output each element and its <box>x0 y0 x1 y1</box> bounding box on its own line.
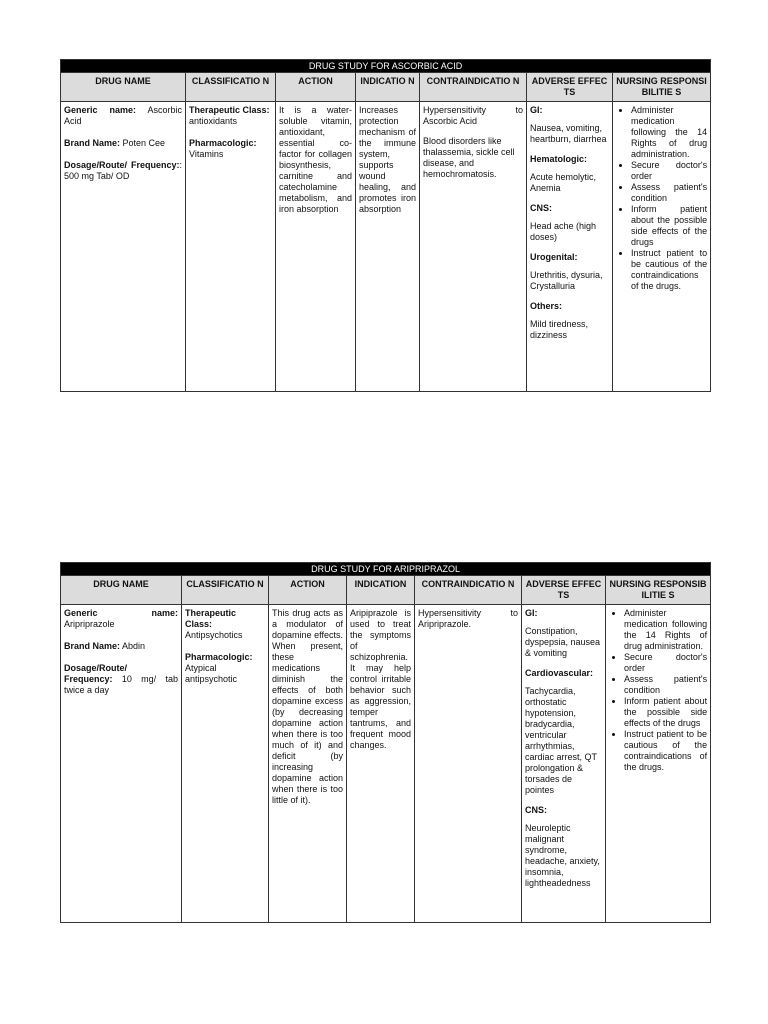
list-item: • Secure doctor's order <box>631 160 707 182</box>
dosage-value: : 500 mg Tab/ OD <box>64 160 182 181</box>
adverse-effects-cell <box>522 605 606 923</box>
generic-label: Generic name: <box>64 608 178 618</box>
adverse-label: Others: <box>530 301 563 311</box>
drug-study-table-ascorbic <box>60 59 711 392</box>
pharmacologic-value: Atypical antipsychotic <box>185 663 238 684</box>
nursing-cell <box>606 605 711 923</box>
list-item: • Assess patient's condition <box>624 674 707 696</box>
adverse-label: Hematologic: <box>530 154 588 164</box>
therapeutic-label: Therapeutic Class: <box>185 608 237 629</box>
brand-label: Brand Name: <box>64 138 121 148</box>
classification-cell <box>182 605 269 923</box>
nursing-list <box>609 608 707 773</box>
header-drug-name: DRUG NAME <box>61 73 186 102</box>
drug-name-cell <box>61 102 186 392</box>
action-cell: It is a water-soluble vitamin, antioxidant, essential co-factor for collagen biosynthesis, carnitine and catecholamine metabolism, and iron absorption <box>276 102 356 392</box>
adverse-value: Head ache (high doses) <box>530 221 597 242</box>
header-indication: INDICATIO N <box>356 73 420 102</box>
drug-name-cell <box>61 605 182 923</box>
adverse-label: GI: <box>525 608 538 618</box>
header-row <box>61 576 711 605</box>
adverse-label: CNS: <box>530 203 552 213</box>
therapeutic-value: antioxidants <box>189 116 238 126</box>
list-item: • Instruct patient to be cautious of the contraindications of the drugs. <box>631 248 707 292</box>
adverse-value: Nausea, vomiting, heartburn, diarrhea <box>530 123 607 144</box>
contraindication-1: Hypersensitivity to Aripriprazole. <box>418 608 518 629</box>
nursing-list <box>616 105 707 292</box>
table-row <box>61 605 711 923</box>
classification-cell <box>186 102 276 392</box>
adverse-value: Constipation, dyspepsia, nausea & vomiting <box>525 626 601 658</box>
header-action: ACTION <box>269 576 347 605</box>
header-contraindication: CONTRAINDICATIO N <box>415 576 522 605</box>
dosage-label: Dosage/Route/ Frequency: <box>64 663 128 684</box>
list-item: • Instruct patient to be cautious of the contraindications of the drugs. <box>624 729 707 773</box>
list-item: • Administer medication following the 14 Rights of drug administration. <box>631 105 707 160</box>
pharmacologic-label: Pharmacologic: <box>185 652 253 662</box>
header-adverse-effects: ADVERSE EFFECTS <box>527 73 613 102</box>
generic-label: Generic name: <box>64 105 136 115</box>
indication-cell: Increases protection mechanism of the immune system, supports wound healing, and promotes iron absorption <box>356 102 420 392</box>
contraindication-1: Hypersensitivity to Ascorbic Acid <box>423 105 523 126</box>
therapeutic-value: Antipsychotics <box>185 630 243 640</box>
generic-value: Ascorbic Acid <box>64 105 182 126</box>
adverse-label: Urogenital: <box>530 252 578 262</box>
header-contraindication: CONTRAINDICATIO N <box>420 73 527 102</box>
adverse-value: Neuroleptic malignant syndrome, headache, anxiety, insomnia, lightheadedness <box>525 823 600 888</box>
drug-study-table-aripriprazol <box>60 562 711 923</box>
table-row <box>61 102 711 392</box>
adverse-value: Tachycardia, orthostatic hypotension, bradycardia, ventricular arrhythmias, cardiac arrest, QT prolongation & torsades de pointes <box>525 686 597 795</box>
list-item: • Assess patient's condition <box>631 182 707 204</box>
dosage-value: 10 mg/ tab twice a day <box>64 674 178 695</box>
pharmacologic-value: Vitamins <box>189 149 224 159</box>
list-item: • Administer medication following the 14 Rights of drug administration. <box>624 608 707 652</box>
adverse-value: Urethritis, dysuria, Crystalluria <box>530 270 603 291</box>
brand-value: Poten Cee <box>122 138 166 148</box>
contraindication-2: Blood disorders like thalassemia, sickle cell disease, and hemochromatosis. <box>423 136 515 179</box>
adverse-label: GI: <box>530 105 543 115</box>
adverse-label: Cardiovascular: <box>525 668 594 678</box>
therapeutic-label: Therapeutic Class: <box>189 105 270 115</box>
adverse-effects-cell <box>527 102 613 392</box>
action-cell: This drug acts as a modulator of dopamine effects. When present, these medications diminish the effects of both dopamine excess (by decreasing dopamine action when there is too much of it) and deficit (by increasing dopamine action when there is too little of it). <box>269 605 347 923</box>
header-adverse-effects: ADVERSE EFFECTS <box>522 576 606 605</box>
list-item: • Secure doctor's order <box>624 652 707 674</box>
indication-cell: Aripiprazole is used to treat the symptoms of schizophrenia. It may help control irritable behavior such as aggression, temper tantrums, and frequent mood changes. <box>347 605 415 923</box>
header-classification: CLASSIFICATIO N <box>186 73 276 102</box>
pharmacologic-label: Pharmacologic: <box>189 138 257 148</box>
list-item: • Inform patient about the possible side effects of the drugs <box>631 204 707 248</box>
table-title: DRUG STUDY FOR ASCORBIC ACID <box>61 60 711 73</box>
generic-value: Aripriprazole <box>64 619 115 629</box>
header-nursing: NURSING RESPONSIBILITIE S <box>613 73 711 102</box>
header-indication: INDICATION <box>347 576 415 605</box>
list-item: • Inform patient about the possible side effects of the drugs <box>624 696 707 729</box>
brand-label: Brand Name: <box>64 641 121 651</box>
adverse-value: Acute hemolytic, Anemia <box>530 172 597 193</box>
adverse-value: Mild tiredness, dizziness <box>530 319 589 340</box>
dosage-label: Dosage/Route/ Frequency: <box>64 160 180 170</box>
header-nursing: NURSING RESPONSIBILITIE S <box>606 576 711 605</box>
header-drug-name: DRUG NAME <box>61 576 182 605</box>
header-action: ACTION <box>276 73 356 102</box>
brand-value: Abdin <box>122 641 146 651</box>
table-title: DRUG STUDY FOR ARIPRIPRAZOL <box>61 563 711 576</box>
adverse-label: CNS: <box>525 805 547 815</box>
nursing-cell <box>613 102 711 392</box>
header-classification: CLASSIFICATIO N <box>182 576 269 605</box>
contraindication-cell <box>420 102 527 392</box>
header-row <box>61 73 711 102</box>
contraindication-cell <box>415 605 522 923</box>
